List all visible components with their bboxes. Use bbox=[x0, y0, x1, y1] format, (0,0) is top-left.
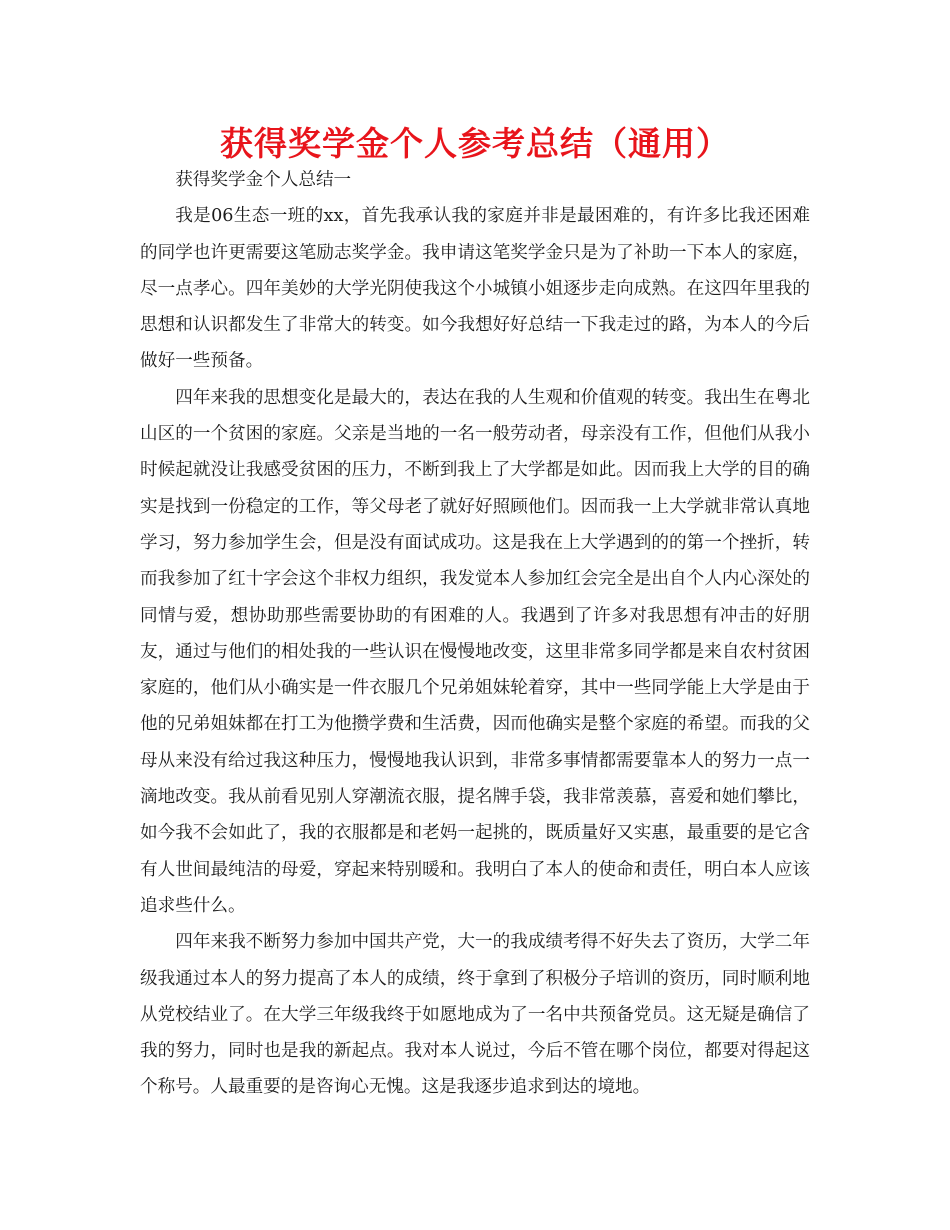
section-heading: 获得奖学金个人总结一 bbox=[175, 170, 352, 190]
paragraph-3: 四年来我不断努力参加中国共产党，大一的我成绩考得不好失去了资历，大学二年级我通过本人的努力提高了本人的成绩，终于拿到了积极分子培训的资历，同时顺利地从党校结业了。在大学三年级我终于如愿地成为了一名中共预备党员。这无疑是确信了我的努力，同时也是我的新起点。我对本人说过，今后不管在哪个岗位，都要对得起这个称号。人最重要的是咨询心无愧。这是我逐步追求到达的境地。 bbox=[140, 932, 810, 1098]
document-body bbox=[140, 162, 810, 1106]
paragraph-2: 四年来我的思想变化是最大的，表达在我的人生观和价值观的转变。我出生在粤北山区的一个贫困的家庭。父亲是当地的一名一般劳动者，母亲没有工作，但他们从我小时候起就没让我感受贫困的压力，不断到我上了大学都是如此。因而我上大学的目的确实是找到一份稳定的工作，等父母老了就好好照顾他们。因而我一上大学就非常认真地学习，努力参加学生会，但是没有面试成功。这是我在上大学遇到的的第一个挫折，转而我参加了红十字会这个非权力组织，我发觉本人参加红会完全是出自个人内心深处的同情与爱，想协助那些需要协助的有困难的人。我遇到了许多对我思想有冲击的好朋友，通过与他们的相处我的一些认识在慢慢地改变，这里非常多同学都是来自农村贫困家庭的，他们从小确实是一件衣服几个兄弟姐妹轮着穿，其中一些同学能上大学是由于他的兄弟姐妹都在打工为他攒学费和生活费，因而他确实是整个家庭的希望。而我的父母从来没有给过我这种压力，慢慢地我认识到，非常多事情都需要靠本人的努力一点一滴地改变。我从前看见别人穿潮流衣服，提名牌手袋，我非常羡慕，喜爱和她们攀比，如今我不会如此了，我的衣服都是和老妈一起挑的，既质量好又实惠，最重要的是它含有人世间最纯洁的母爱，穿起来特别暖和。我明白了本人的使命和责任，明白本人应该追求些什么。 bbox=[140, 387, 810, 916]
document-title: 获得奖学金个人参考总结（通用） bbox=[220, 124, 730, 163]
paragraph-1: 我是06生态一班的xx，首先我承认我的家庭并非是最困难的，有许多比我还困难的同学也许更需要这笔励志奖学金。我申请这笔奖学金只是为了补助一下本人的家庭，尽一点孝心。四年美妙的大学光阴使我这个小城镇小姐逐步走向成熟。在这四年里我的思想和认识都发生了非常大的转变。如今我想好好总结一下我走过的路，为本人的今后做好一些预备。 bbox=[140, 206, 810, 372]
